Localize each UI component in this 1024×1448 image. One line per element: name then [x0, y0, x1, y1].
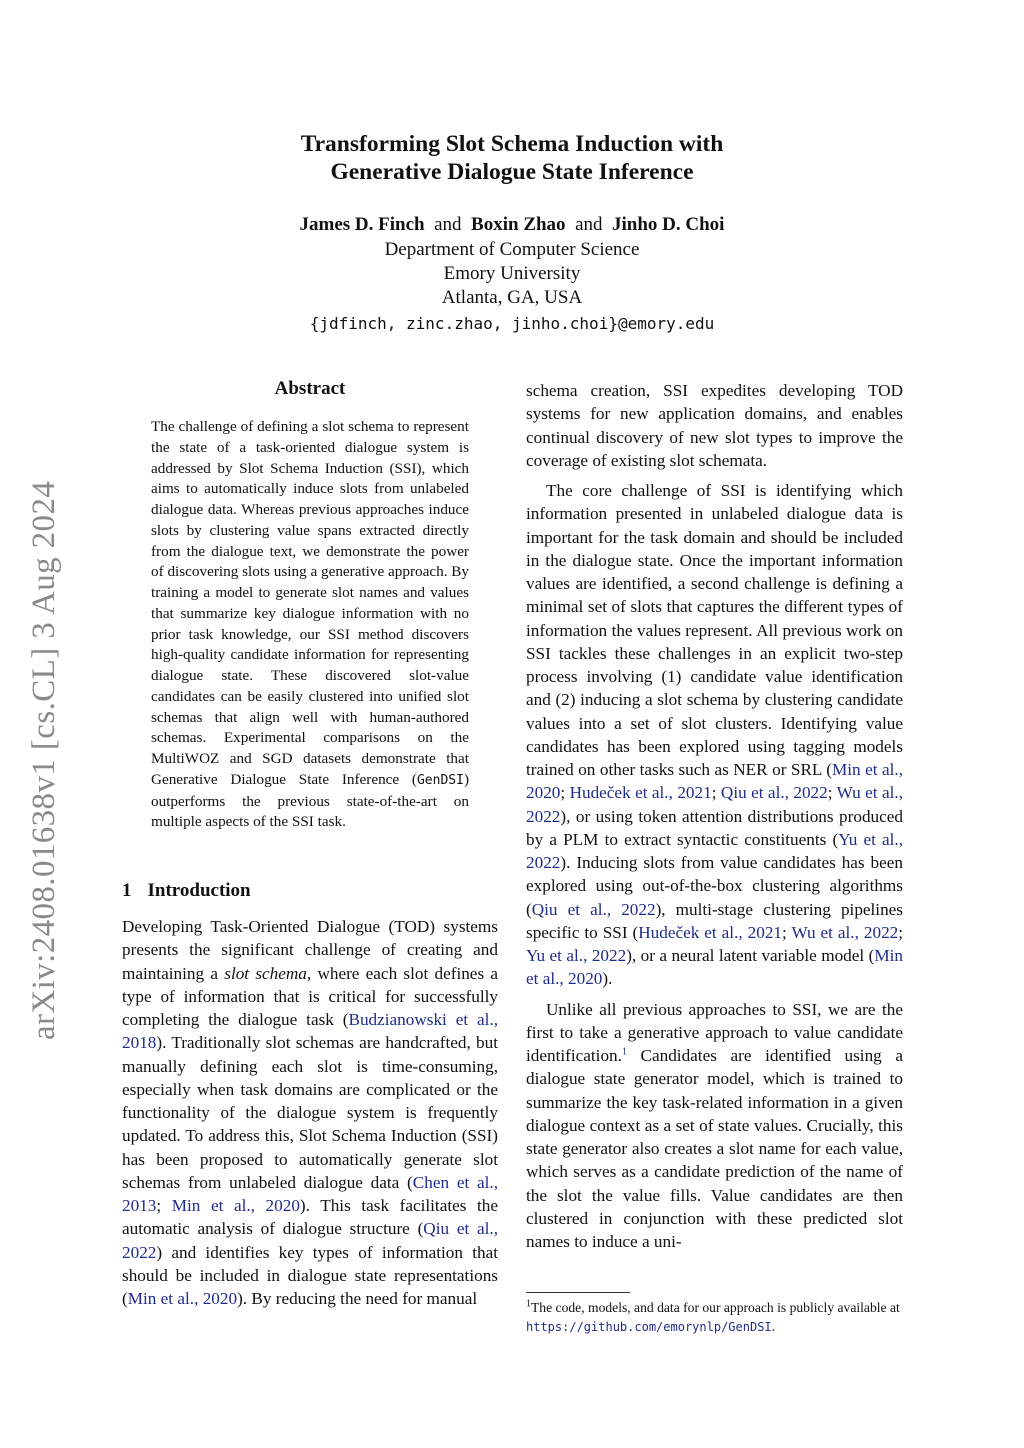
- intro-right-column: [526, 379, 903, 1253]
- text: ). Inducing slots from value candidates has been explored using out-of-the-box clustering algorithms (: [526, 853, 903, 919]
- author-email: {jdfinch, zinc.zhao, jinho.choi}@emory.edu: [309, 314, 715, 333]
- text: ). Traditionally slot schemas are handcrafted, but manually defining each slot is time-consuming, especially when task domains are complicated or the functionality of the dialogue system is frequently updated. To address this, Slot Schema Induction (SSI) has been proposed to automatically generate slot schemas from unlabeled dialogue data (: [122, 1033, 498, 1192]
- citation-link[interactable]: Min et al., 2020: [526, 946, 903, 989]
- author-list: [0, 213, 1024, 237]
- author-separator: and: [434, 214, 462, 235]
- paragraph: The core challenge of SSI is identifying which information presented in unlabeled dialogue data is important for the task domain and should be included in the dialogue state. Once the important information values are identified, a second challenge is defining a minimal set of slots that captures the different types of information the values represent. All previous work on SSI tackles these challenges in an explicit two-step process involving (1) candidate value identification and (2) inducing a slot schema by clustering candidate values into a set of slot clusters. Identifying value candidates has been explored using tagging models trained on other tasks such as NER or SRL (Min et al., 2020; Hudeček et al., 2021; Qiu et al., 2022; Wu et al., 2022), or using token attention distributions produced by a PLM to extract syntactic constituents (Yu et al., 2022). Inducing slots from value candidates has been explored using out-of-the-box clustering algorithms (Qiu et al., 2022), multi-stage clustering pipelines specific to SSI (Hudeček et al., 2021; Wu et al., 2022; Yu et al., 2022), or a neural latent variable model (Min et al., 2020).: [526, 481, 904, 989]
- text: schema creation, SSI expedites developing TOD systems for new application domains, and enables continual discovery of new slot types to improve the coverage of existing slot schemata.: [526, 381, 903, 470]
- footnote-divider: [526, 1292, 630, 1293]
- footnote-number: 1: [526, 1298, 531, 1310]
- text: , where each slot defines a type of information that is critical for successfully completing the dialogue task (: [122, 963, 499, 1029]
- abstract-heading: Abstract: [274, 378, 346, 399]
- text: ) and identifies key types of information that should be included in dialogue state representations (: [122, 1242, 498, 1308]
- location: Atlanta, GA, USA: [441, 287, 583, 308]
- author-separator: and: [575, 214, 603, 235]
- citation-link[interactable]: Budzianowski et al., 2018: [122, 1010, 499, 1053]
- title-line-1: Transforming Slot Schema Induction with: [300, 131, 724, 157]
- abstract-body: [151, 417, 469, 833]
- footnote: [526, 1298, 906, 1337]
- author-name: Boxin Zhao: [471, 214, 566, 235]
- section-heading: [122, 880, 251, 902]
- citation-link[interactable]: Min et al., 2020: [526, 760, 904, 803]
- title-line-2: Generative Dialogue State Inference: [330, 159, 694, 185]
- section-title: Introduction: [147, 880, 251, 901]
- paper-title: [0, 130, 1024, 186]
- citation-link[interactable]: Qiu et al., 2022: [720, 783, 828, 803]
- section-number: 1: [122, 880, 132, 901]
- citation-link[interactable]: Min et al., 2020: [127, 1289, 238, 1308]
- paragraph: [526, 998, 903, 1254]
- university: Emory University: [443, 263, 581, 284]
- citation-link[interactable]: Wu et al., 2022: [526, 783, 903, 826]
- text: The core challenge of SSI is identifying which information presented in unlabeled dialogue data is important for the task domain and should be included in the dialogue state. Once the important information values are identified, a second challenge is defining a minimal set of slots that captures the different types of information the values represent. All previous work on SSI tackles these challenges in an explicit two-step process involving (1) candidate value identification and (2) inducing a slot schema by clustering candidate values into a set of slot clusters. Identifying value candidates has been explored using tagging models trained on other tasks such as NER or SRL (: [526, 481, 903, 779]
- arxiv-identifier: arXiv:2408.01638v1 [cs.CL] 3 Aug 2024: [26, 480, 62, 1040]
- citation-link[interactable]: Chen et al., 2013: [122, 1172, 499, 1215]
- department: Department of Computer Science: [384, 239, 640, 260]
- repository-link[interactable]: https://github.com/emorynlp/GenDSI: [526, 1320, 772, 1334]
- method-code-name: GenDSI: [416, 772, 464, 788]
- footnote-marker[interactable]: 1: [621, 1046, 627, 1058]
- citation-link[interactable]: Hudeček et al., 2021: [569, 783, 712, 803]
- intro-left-column: [122, 915, 498, 1310]
- abstract-text: The challenge of defining a slot schema to represent the state of a task-oriented dialogue system is addressed by Slot Schema Induction (SSI), which aims to automatically induce slots from unlabeled dialogue data. Whereas previous approaches induce slots by clustering value spans extracted directly from the dialogue text, we demonstrate the power of discovering slots using a generative approach. By training a model to generate slot names and values that summarize key dialogue information with no prior task knowledge, our SSI method discovers high-quality candidate information for representing dialogue state. These discovered slot-value candidates can be easily clustered into unified slot schemas that align well with human-authored schemas. Experimental comparisons on the MultiWOZ and SGD datasets demonstrate that Generative Dialogue State Inference (: [151, 418, 470, 788]
- paragraph-continued: [526, 379, 903, 472]
- citation-link[interactable]: Yu et al., 2022: [526, 829, 903, 872]
- citation-link[interactable]: Yu et al., 2022: [526, 946, 627, 965]
- paragraph: Developing Task-Oriented Dialogue (TOD) systems presents the significant challenge of creating and maintaining a slot schema, where each slot defines a type of information that is critical for successfully completing the dialogue task (Budzianowski et al., 2018). Traditionally slot schemas are handcrafted, but manually defining each slot is time-consuming, especially when task domains are complicated or the functionality of the dialogue system is frequently updated. To address this, Slot Schema Induction (SSI) has been proposed to automatically generate slot schemas from unlabeled dialogue data (Chen et al., 2013; Min et al., 2020). This task facilitates the automatic analysis of dialogue structure (Qiu et al., 2022) and identifies key types of information that should be included in dialogue state representations (Min et al., 2020). By reducing the need for manual: [122, 917, 499, 1308]
- emphasis: slot schema: [224, 963, 307, 983]
- text: ). This task facilitates the automatic analysis of dialogue structure (: [122, 1196, 498, 1239]
- text: ), or a neural latent variable model (: [626, 946, 875, 965]
- text: Candidates are identified using a dialogue state generator model, which is trained to summarize the key task-related information in a given dialogue context as a set of state values. Crucially, this state generator also creates a slot name for each value, which serves as a candidate prediction of the name of the slot the value fills. Value candidates are then clustered in conjunction with these predicted slot names to induce a uni-: [526, 1046, 903, 1251]
- text: Unlike all previous approaches to SSI, we are the first to take a generative approach to value candidate identification.: [526, 999, 903, 1065]
- footnote-end: .: [771, 1319, 776, 1334]
- text: ).: [602, 969, 613, 989]
- citation-link[interactable]: Min et al., 2020: [171, 1196, 300, 1215]
- citation-link[interactable]: Qiu et al., 2022: [122, 1219, 498, 1262]
- text: ), or using token attention distributions produced by a PLM to extract syntactic constituents (: [526, 806, 903, 849]
- abstract-text: ) outperforms the previous state-of-the-art on multiple aspects of the SSI task.: [151, 770, 469, 831]
- text: Developing Task-Oriented Dialogue (TOD) systems presents the significant challenge of creating and maintaining a: [122, 917, 498, 983]
- citation-link[interactable]: Hudeček et al., 2021: [638, 922, 783, 942]
- text: ). By reducing the need for manual: [237, 1289, 478, 1308]
- citation-link[interactable]: Qiu et al., 2022: [531, 899, 656, 919]
- text: ), multi-stage clustering pipelines specific to SSI (: [526, 899, 903, 942]
- author-name: James D. Finch: [299, 214, 425, 235]
- footnote-text: The code, models, and data for our approach is publicly available at: [531, 1300, 900, 1315]
- citation-link[interactable]: Wu et al., 2022: [791, 922, 899, 942]
- author-name: Jinho D. Choi: [612, 214, 725, 235]
